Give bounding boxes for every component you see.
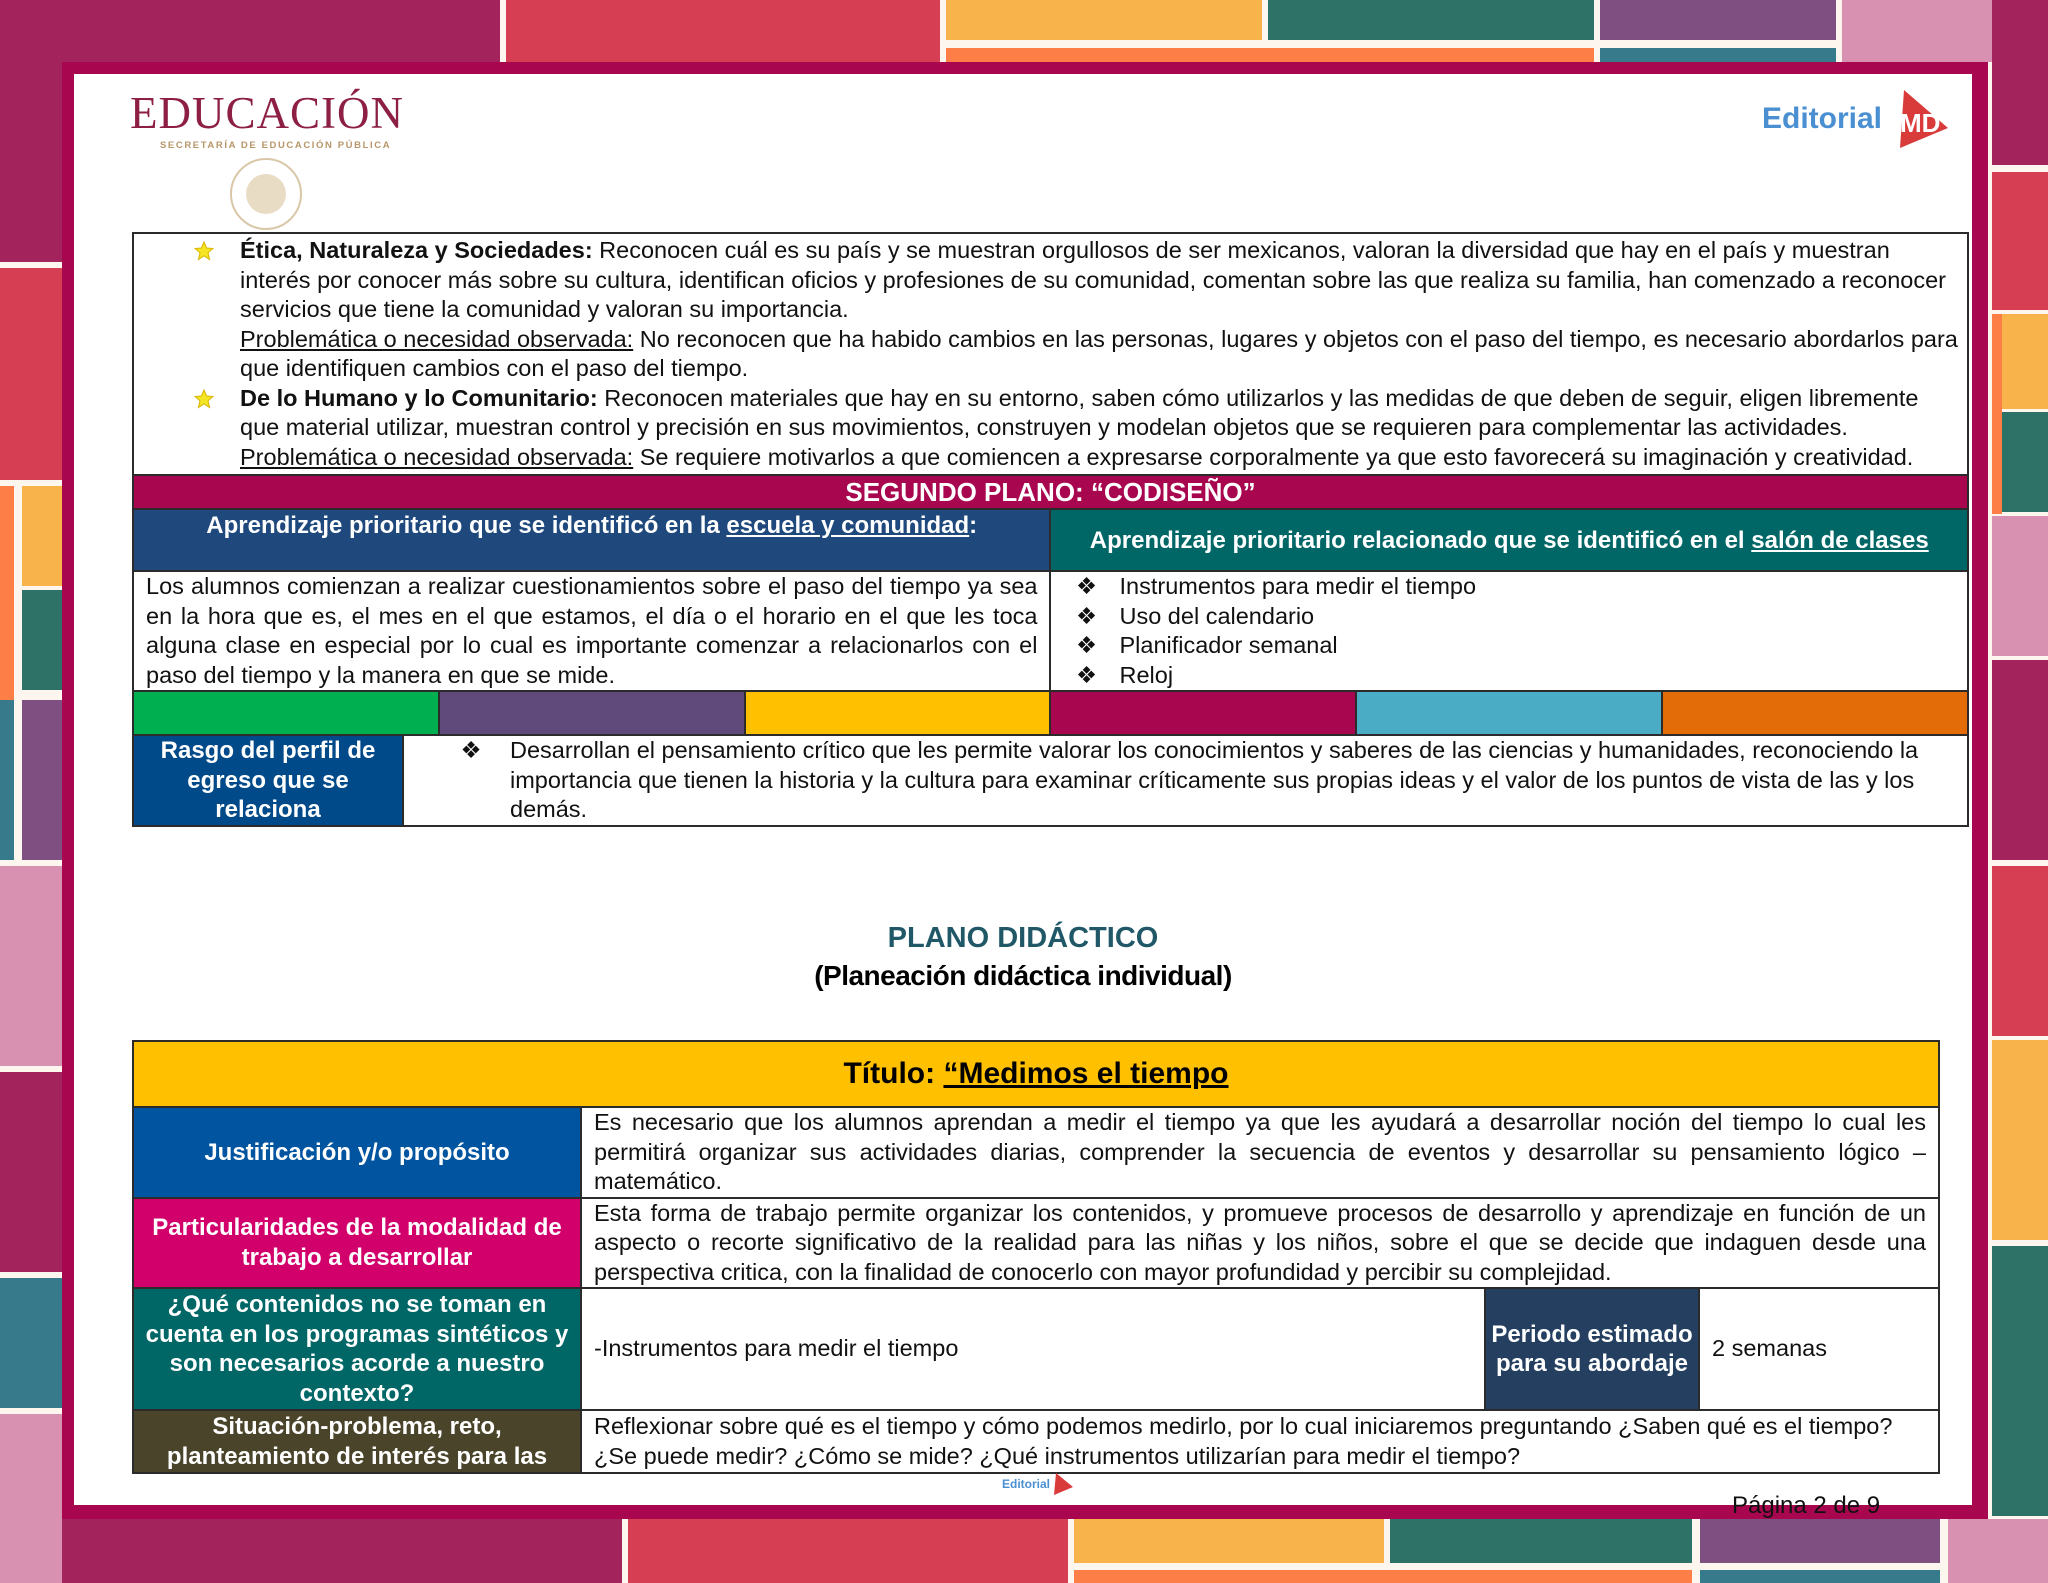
rasgo-text-cell: [404, 736, 1967, 825]
background-block: [1074, 1570, 1692, 1583]
aprendizaje-escuela-text: Los alumnos comienzan a realizar cuestionamientos sobre el paso del tiempo ya sea en la hora que es, el mes en el que estamos, el día o el horario en el que les toca alguna clase en especial por lo cual es importante comenzar a relacionarlos con el paso del tiempo y la manera en que se mide.: [133, 571, 1050, 691]
rasgo-text: Desarrollan el pensamiento crítico que les permite valorar los conocimientos y saberes de las ciencias y humanidades, reconociendo la importancia que tienen la historia y la cultura para examinar críticamente sus propias ideas y el valor de los puntos de vista de las y los demás.: [510, 737, 1919, 822]
list-item-text: Instrumentos para medir el tiempo: [1119, 573, 1477, 599]
background-block: [0, 866, 62, 1066]
problem-label: Problemática o necesidad observada:: [240, 443, 634, 470]
header-text-underlined: salón de clases: [1751, 526, 1929, 554]
md-triangle-icon: [1886, 86, 1952, 152]
campos-cell: [133, 233, 1968, 475]
list-item-text: Reloj: [1119, 661, 1174, 688]
color-strip: [133, 691, 1968, 735]
background-block: [0, 0, 500, 62]
background-block: [1600, 48, 1836, 62]
background-block: [2002, 314, 2048, 409]
star-bullet-icon: [194, 389, 214, 409]
plano-didactico-subtitle: (Planeación didáctica individual): [814, 960, 1232, 991]
background-block: [22, 590, 62, 690]
segundo-plano-title: SEGUNDO PLANO: “CODISEÑO”: [133, 475, 1968, 509]
sep-logo: [130, 88, 404, 151]
background-block: [2002, 412, 2048, 512]
background-block: [946, 48, 1594, 62]
background-block: [0, 1414, 62, 1583]
periodo-value: 2 semanas: [1699, 1288, 1939, 1410]
background-block: [1390, 1519, 1692, 1563]
plano-didactico-table: [132, 1040, 1940, 1474]
titulo-row: [133, 1041, 1939, 1107]
background-block: [1992, 1246, 2048, 1516]
background-block: [1992, 314, 2002, 514]
background-block: [62, 1519, 622, 1583]
problem-text: No reconocen que ha habido cambios en las personas, lugares y objetos con el paso del tiempo, es necesario abordarlos para que identifiquen cambios con el paso del tiempo.: [240, 325, 1958, 381]
sep-logo-title: EDUCACIÓN: [130, 88, 404, 138]
header-text: Aprendizaje prioritario relacionado que se identificó en el: [1089, 526, 1752, 554]
background-block: [22, 700, 62, 860]
aprendizaje-escuela-header: [133, 509, 1050, 571]
background-block: [1600, 0, 1836, 40]
titulo-label: Título:: [843, 1057, 944, 1090]
svg-text:MD: MD: [1900, 108, 1941, 138]
problem-text: Se requiere motivarlos a que comiencen a expresarse corporalmente ya que esto favorecerá su imaginación y creatividad.: [633, 443, 1914, 470]
aprendizaje-salon-header: [1050, 509, 1968, 571]
diamond-bullet-icon: ❖: [1075, 661, 1098, 688]
rasgo-row: [133, 735, 1968, 826]
diamond-bullet-icon: ❖: [460, 737, 482, 763]
particularidades-label: Particularidades de la modalidad de trabajo a desarrollar: [133, 1198, 581, 1289]
plano-didactico-title: PLANO DIDÁCTICO: [887, 922, 1159, 954]
background-block: [1842, 0, 1992, 62]
list-item: [1073, 661, 1945, 691]
diamond-bullet-icon: ❖: [1075, 602, 1098, 629]
aprendizaje-salon-list: [1050, 571, 1968, 691]
sep-logo-subtitle: SECRETARÍA DE EDUCACIÓN PÚBLICA: [160, 140, 392, 151]
editorial-md-logo-text: Editorial: [1761, 102, 1882, 135]
contenidos-label: ¿Qué contenidos no se toman en cuenta en los programas sintéticos y son necesarios acorde a nuestro contexto?: [133, 1288, 581, 1410]
footer-logo-text: Editorial: [1002, 1477, 1051, 1491]
list-item: [1073, 602, 1945, 632]
background-block: [1948, 1519, 2048, 1583]
campo-item: [134, 236, 1959, 384]
contenidos-text: -Instrumentos para medir el tiempo: [581, 1288, 1485, 1410]
background-block: [1700, 1570, 1940, 1583]
background-block: [1268, 0, 1594, 40]
color-swatch-cyan: [1356, 691, 1662, 735]
background-block: [506, 0, 940, 62]
star-bullet-icon: [194, 241, 214, 261]
campo-text: Reconocen materiales que hay en su entorno, saben cómo utilizarlos y las medidas de que deben de seguir, eligen libremente que material utilizar, muestran control y precisión en sus movimientos, construyen y modelan objetos que se requieren para complementar las actividades.: [240, 384, 1919, 440]
background-block: [1074, 1519, 1384, 1563]
campo-name: Ética, Naturaleza y Sociedades:: [240, 237, 593, 263]
background-block: [1992, 1040, 2048, 1240]
list-item-text: Planificador semanal: [1119, 632, 1338, 658]
diamond-bullet-icon: ❖: [1075, 632, 1098, 658]
header-text-underlined: escuela y comunidad: [726, 512, 970, 539]
background-block: [946, 0, 1262, 40]
background-block: [1992, 660, 2048, 860]
background-block: [0, 1072, 62, 1272]
header-text: Aprendizaje prioritario que se identificó en la: [206, 512, 727, 539]
footer-editorial-logo: [1002, 1472, 1074, 1496]
header-text: :: [969, 512, 978, 539]
editorial-md-logo: [1762, 86, 1952, 152]
background-block: [0, 700, 14, 860]
diamond-bullet-icon: ❖: [1075, 573, 1098, 599]
justificacion-label: Justificación y/o propósito: [133, 1107, 581, 1198]
background-block: [0, 268, 62, 480]
campo-text: Reconocen cuál es su país y se muestran orgullosos de ser mexicanos, valoran la diversidad que hay en el país y muestran interés por conocer más sobre su cultura, identifican oficios y profesiones de su comunidad, comentan sobre las que realiza su familia, han comenzado a reconocer servicios que tiene la comunidad y valoran su importancia.: [240, 237, 1946, 322]
justificacion-text: Es necesario que los alumnos aprendan a medir el tiempo ya que les ayudará a desarrollar noción del tiempo lo cual les permitirá organizar sus actividades diarias, comprender la secuencia de eventos y desarrollar su pensamiento lógico – matemático.: [581, 1107, 1939, 1198]
periodo-label: Periodo estimado para su abordaje: [1485, 1288, 1699, 1410]
list-item: [1073, 572, 1945, 602]
background-block: [0, 62, 62, 262]
background-block: [1992, 516, 2048, 656]
list-item-text: Uso del calendario: [1119, 602, 1315, 629]
situacion-label: Situación-problema, reto, planteamiento de interés para las: [133, 1410, 581, 1473]
background-block: [1992, 172, 2048, 310]
codiseno-table: [132, 232, 1969, 827]
rasgo-label: Rasgo del perfil de egreso que se relaciona: [134, 736, 404, 825]
color-swatch-green: [133, 691, 439, 735]
titulo-value: “Medimos el tiempo: [943, 1057, 1229, 1090]
color-swatch-yellow: [745, 691, 1051, 735]
national-seal-icon: [230, 158, 302, 230]
md-triangle-icon: [1050, 1472, 1074, 1496]
background-block: [1992, 0, 2048, 165]
list-item: [1073, 631, 1945, 661]
background-block: [0, 1278, 62, 1408]
color-swatch-purple: [439, 691, 745, 735]
campo-name: De lo Humano y lo Comunitario:: [240, 384, 598, 411]
color-swatch-magenta: [1050, 691, 1356, 735]
page-number: Página 2 de 9: [1732, 1492, 1881, 1519]
background-block: [22, 486, 62, 586]
document-page: [74, 74, 1972, 1519]
situacion-text: Reflexionar sobre qué es el tiempo y cómo podemos medirlo, por lo cual iniciaremos preguntando ¿Saben qué es el tiempo? ¿Se puede medir? ¿Cómo se mide? ¿Qué instrumentos utilizarían para medir el tiempo?: [581, 1410, 1939, 1473]
background-block: [1700, 1519, 1940, 1563]
color-swatch-orange: [1662, 691, 1968, 735]
document-page-frame: [62, 62, 1988, 1519]
problem-label: Problemática o necesidad observada:: [240, 325, 634, 352]
background-block: [1992, 866, 2048, 1036]
campo-item: [134, 384, 1959, 473]
particularidades-text: Esta forma de trabajo permite organizar los contenidos, y promueve procesos de desarrollo y aprendizaje en función de un aspecto o recorte significativo de la realidad para las niñas y los niños, sobre el que se decide que indaguen desde una perspectiva critica, con la finalidad de conocerlo con mayor profundidad y percibir su complejidad.: [581, 1198, 1939, 1289]
background-block: [628, 1519, 1068, 1583]
